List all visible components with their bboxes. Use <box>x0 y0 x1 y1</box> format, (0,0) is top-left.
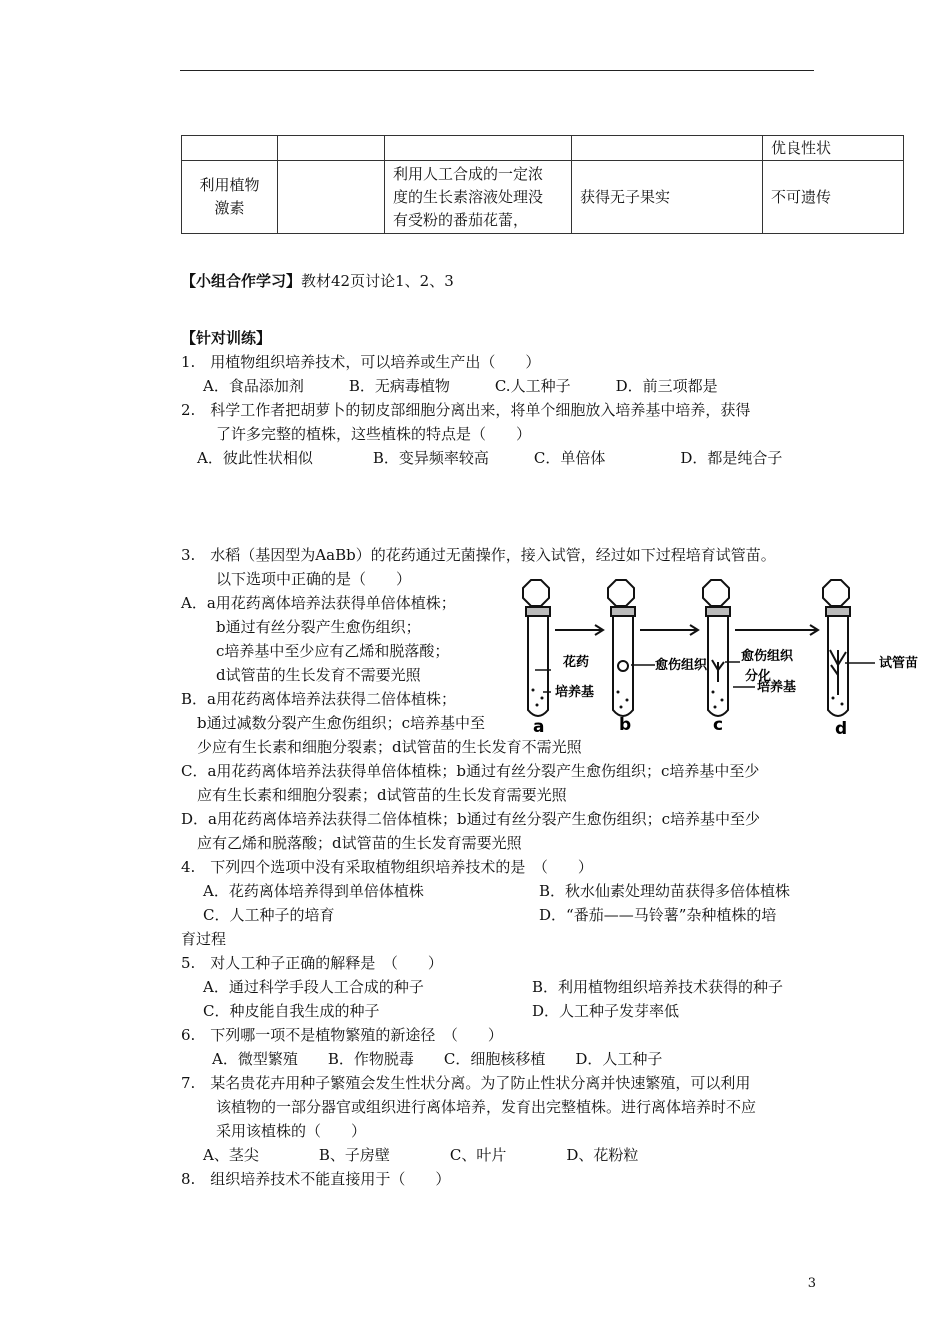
label-differentiation: 分化 <box>745 669 772 684</box>
question-stem: 6. 下列哪一项不是植物繁殖的新途径 （ ） <box>181 1026 503 1044</box>
table-cell <box>385 161 572 234</box>
label-a: a <box>533 717 545 737</box>
group-study-line <box>181 270 454 292</box>
comparison-table <box>181 135 904 234</box>
option-line: B．利用植物组织培养技术获得的种子 <box>532 978 784 996</box>
section-heading: 【针对训练】 <box>181 329 272 347</box>
question-stem: 7. 某名贵花卉用种子繁殖会发生性状分离。为了防止性状分离并快速繁殖，可以利用 <box>181 1074 751 1092</box>
section-text: 教材42页讨论1、2、3 <box>301 272 454 290</box>
question-stem: 5. 对人工种子正确的解释是 （ ） <box>181 954 443 972</box>
table-cell <box>182 136 278 161</box>
option-line: c培养基中至少应有乙烯和脱落酸； <box>216 642 450 660</box>
test-tube-diagram <box>515 570 935 740</box>
cell-line: 度的生长素溶液处理没 <box>393 187 544 206</box>
cell-line: 激素 <box>214 199 245 217</box>
option-line: B．秋水仙素处理幼苗获得多倍体植株 <box>539 882 791 900</box>
option-line: D．“番茄——马铃薯”杂种植株的培 <box>539 906 777 924</box>
question-options: A．彼此性状相似 B．变异频率较高 C．单倍体 D．都是纯合子 <box>197 449 783 467</box>
table-cell <box>385 136 572 161</box>
cell-line: 利用人工合成的一定浓 <box>393 164 544 183</box>
tube-a <box>523 580 550 716</box>
question-stem: 4. 下列四个选项中没有采取植物组织培养技术的是 （ ） <box>181 858 593 876</box>
question-stem: 1. 用植物组织培养技术，可以培养或生产出（ ） <box>181 353 541 371</box>
label-d: d <box>835 719 848 739</box>
label-medium-2: 培养基 <box>757 680 797 695</box>
question-stem: 该植物的一部分器官或组织进行离体培养，发育出完整植株。进行离体培养时不应 <box>216 1098 757 1116</box>
option-line: 应有生长素和细胞分裂素；d试管苗的生长发育需要光照 <box>197 786 567 804</box>
question-stem: 了许多完整的植株，这些植株的特点是（ ） <box>216 425 532 443</box>
tube-c <box>703 580 730 716</box>
table-row <box>182 136 904 161</box>
table-row <box>182 161 904 234</box>
cell-line: 有受粉的番茄花蕾， <box>393 210 529 229</box>
label-callus-1: 愈伤组织 <box>655 658 708 673</box>
table-cell <box>278 161 385 234</box>
label-callus-2: 愈伤组织 <box>741 649 794 664</box>
question-stem: 8. 组织培养技术不能直接用于（ ） <box>181 1170 451 1188</box>
label-huayao: 花药 <box>563 655 590 670</box>
header-rule <box>180 70 814 71</box>
question-stem: 3. 水稻（基因型为AaBb）的花药通过无菌操作，接入试管，经过如下过程培育试管苗。 <box>181 546 776 564</box>
option-line: 育过程 <box>181 930 227 948</box>
option-line: b通过减数分裂产生愈伤组织；c培养基中至 <box>197 714 486 732</box>
tube-d <box>823 580 850 716</box>
table-cell <box>278 136 385 161</box>
label-plantlet: 试管苗 <box>879 656 919 671</box>
option-line: b通过有丝分裂产生愈伤组织； <box>216 618 421 636</box>
cell-line: 利用植物 <box>199 176 260 194</box>
question-stem: 以下选项中正确的是（ ） <box>216 570 412 588</box>
option-line: A．通过科学手段人工合成的种子 <box>203 978 424 996</box>
question-options: A．食品添加剂 B．无病毒植物 C.人工种子 D．前三项都是 <box>203 377 718 395</box>
option-line: B．a用花药离体培养法获得二倍体植株； <box>181 690 456 708</box>
page-number: 3 <box>807 1276 816 1291</box>
option-line: D．人工种子发芽率低 <box>532 1002 680 1020</box>
option-line: 应有乙烯和脱落酸；d试管苗的生长发育需要光照 <box>197 834 522 852</box>
table-cell: 优良性状 <box>763 136 904 161</box>
arrow-icon <box>735 625 818 635</box>
option-line: A．a用花药离体培养法获得单倍体植株； <box>181 594 456 612</box>
question-options: A．微型繁殖 B．作物脱毒 C．细胞核移植 D．人工种子 <box>212 1050 663 1068</box>
question-stem: 采用该植株的（ ） <box>216 1122 367 1140</box>
label-b: b <box>619 715 632 735</box>
option-line: 少应有生长素和细胞分裂素；d试管苗的生长发育不需光照 <box>197 738 582 756</box>
option-line: D．a用花药离体培养法获得二倍体植株；b通过有丝分裂产生愈伤组织；c培养基中至少 <box>181 810 760 828</box>
tube-b <box>608 580 635 716</box>
arrow-icon <box>640 625 698 635</box>
question-options: A、茎尖 B、子房壁 C、叶片 D、花粉粒 <box>203 1146 639 1164</box>
table-cell <box>182 161 278 234</box>
option-line: A．花药离体培养得到单倍体植株 <box>203 882 424 900</box>
option-line: C．a用花药离体培养法获得单倍体植株；b通过有丝分裂产生愈伤组织；c培养基中至少 <box>181 762 760 780</box>
table-cell: 获得无子果实 <box>572 161 763 234</box>
option-line: C．人工种子的培育 <box>203 906 335 924</box>
option-line: C．种皮能自我生成的种子 <box>203 1002 380 1020</box>
label-c: c <box>713 715 724 735</box>
label-medium-1: 培养基 <box>555 685 595 700</box>
section-heading: 【小组合作学习】 <box>181 272 302 290</box>
arrow-icon <box>555 625 603 635</box>
question-stem: 2. 科学工作者把胡萝卜的韧皮部细胞分离出来，将单个细胞放入培养基中培养，获得 <box>181 401 751 419</box>
table-cell <box>572 136 763 161</box>
table-cell: 不可遗传 <box>763 161 904 234</box>
option-line: d试管苗的生长发育不需要光照 <box>216 666 421 684</box>
